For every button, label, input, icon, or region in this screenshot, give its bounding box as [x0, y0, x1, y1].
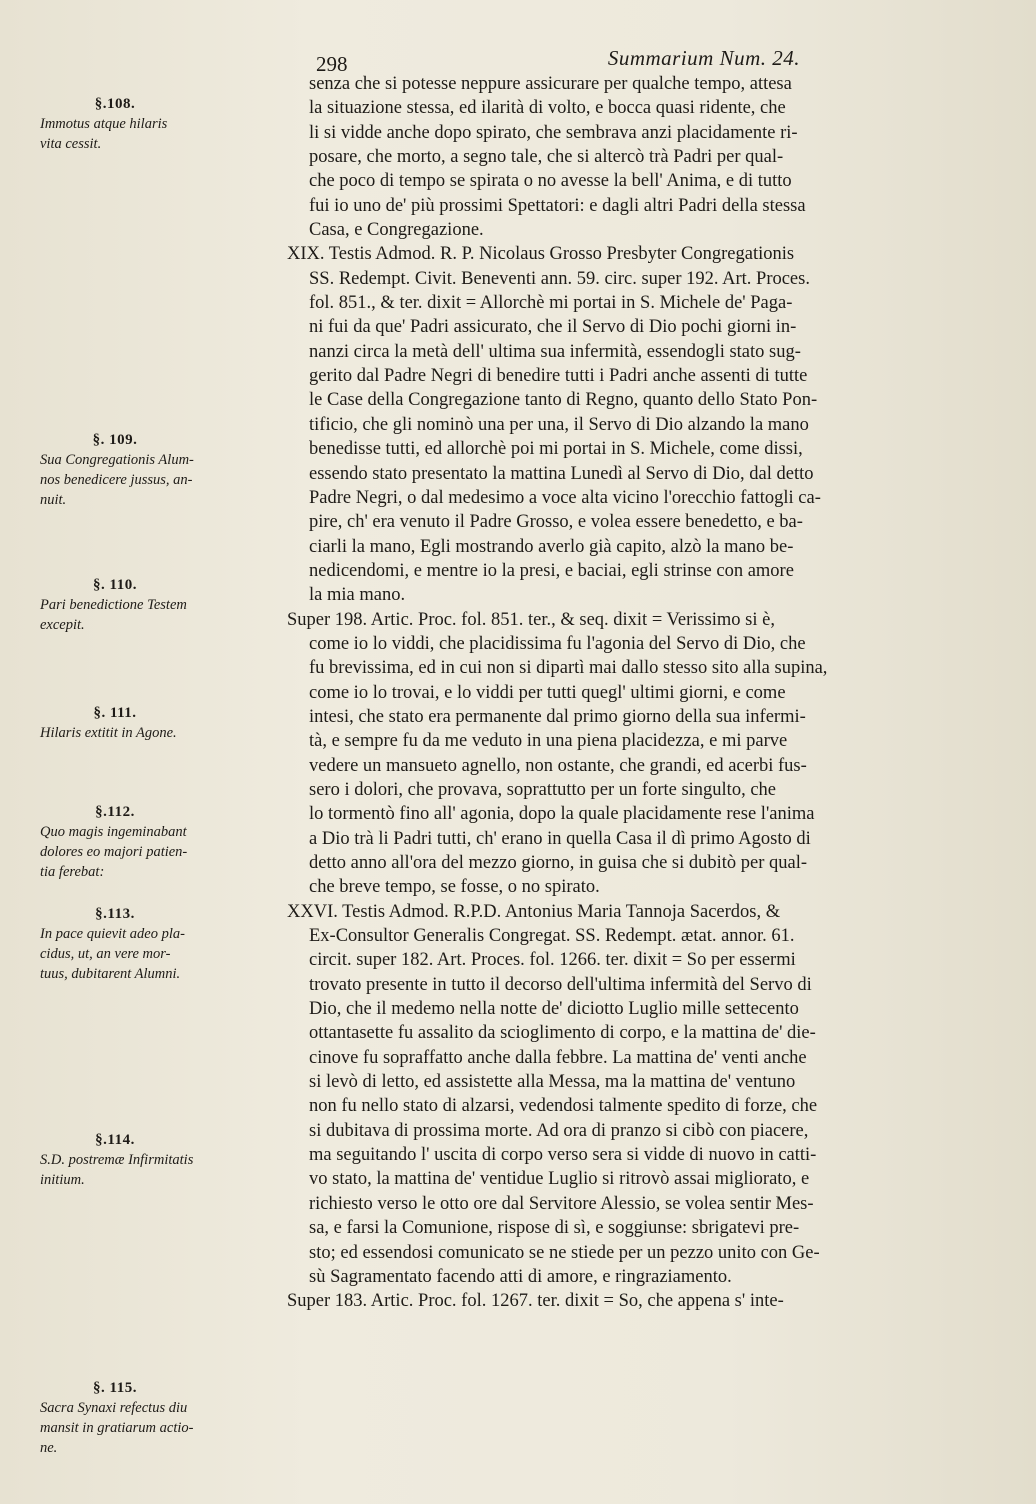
testimony-heading: Super 198. Artic. Proc. fol. 851. ter., & seq. dixit = Verissimo si è,	[287, 609, 775, 630]
sidenote-number: §. 110.	[93, 577, 137, 593]
text-line: sero i dolori, che provava, soprattutto per un forte singulto, che	[309, 779, 776, 800]
text-line: sto; ed essendosi comunicato se ne stiede per un pezzo unito con Ge-	[309, 1242, 820, 1263]
text-line: si levò di letto, ed assistette alla Messa, ma la mattina de' ventuno	[309, 1072, 796, 1093]
text-line: che poco di tempo se spirata o no avesse la bell' Anima, e di tutto	[309, 171, 792, 192]
text-line: tà, e sempre fu da me veduto in una piena placidezza, e mi parve	[309, 731, 788, 752]
text-line: intesi, che stato era permanente dal primo giorno della sua infermi-	[309, 706, 806, 727]
text-line: senza che si potesse neppure assicurare per qualche tempo, attesa	[309, 74, 792, 94]
text-line: benedisse tutti, ed allorchè poi mi portai in S. Michele, come dissi,	[309, 439, 803, 460]
text-line: Dio, che il medemo nella notte de' diciotto Luglio mille settecento	[309, 999, 799, 1020]
sidenote-number: §.108.	[94, 96, 136, 112]
text-line: sù Sagramentato facendo atti di amore, e ringraziamento.	[309, 1266, 732, 1287]
text-line: posare, che morto, a segno tale, che si altercò trà Padri per qual-	[309, 147, 784, 168]
sidenote-112	[40, 802, 290, 882]
text-line: nedicendomi, e mentre io la presi, e baciai, egli strinse con amore	[309, 560, 794, 581]
testimony-heading: Super 183. Artic. Proc. fol. 1267. ter. dixit = So, che appena s' inte-	[287, 1291, 784, 1312]
text-line: pire, ch' era venuto il Padre Grosso, e volea essere benedetto, e ba-	[309, 512, 803, 533]
sidenote-111	[40, 703, 290, 743]
text-line: sa, e farsi la Comunione, rispose di sì, e soggiunse: sbrigatevi pre-	[309, 1218, 800, 1239]
text-line: ma seguitando l' uscita di corpo verso sera si vidde di nuovo in catti-	[309, 1145, 817, 1166]
running-head: Summarium Num. 24.	[607, 46, 800, 70]
text-line: non fu nello stato di alzarsi, vedendosi talmente spedito di forze, che	[309, 1096, 818, 1117]
text-line: ciarli la mano, Egli mostrando averlo già capito, alzò la mano be-	[309, 536, 794, 557]
sidenote-number: §.112.	[95, 804, 135, 820]
text-line: fu brevissima, ed in cui non si dipartì mai dallo stesso sito alla supina,	[309, 658, 828, 679]
text-line: a Dio trà li Padri tutti, ch' erano in quella Casa il dì primo Agosto di	[309, 828, 811, 849]
text-line: vo stato, la mattina de' ventidue Luglio si ritrovò assai migliorato, e	[309, 1169, 810, 1190]
text-line: lo tormentò fino all' agonia, dopo la quale placidamente rese l'anima	[309, 804, 815, 825]
testimony-heading: XIX. Testis Admod. R. P. Nicolaus Grosso Presbyter Congregationis	[287, 244, 795, 265]
sidenote-108	[40, 94, 290, 154]
text-line: fol. 851., & ter. dixit = Allorchè mi portai in S. Michele de' Paga-	[309, 293, 793, 314]
text-line: SS. Redempt. Civit. Beneventi ann. 59. circ. super 192. Art. Proces.	[309, 268, 810, 289]
sidenote-text: Sua Congregationis Alum- nos benedicere jussus, an- nuit.	[40, 452, 194, 508]
text-line: vedere un mansueto agnello, non ostante, che grandi, ed acerbi fus-	[309, 755, 807, 776]
testimony-heading: XXVI. Testis Admod. R.P.D. Antonius Maria Tannoja Sacerdos, &	[287, 901, 781, 922]
text-line: che breve tempo, se fosse, o no spirato.	[309, 877, 600, 898]
text-line: fui io uno de' più prossimi Spettatori: e dagli altri Padri della stessa	[309, 195, 806, 216]
text-line: detto anno all'ora del mezzo giorno, in guisa che si dubitò per qual-	[309, 853, 808, 873]
marginal-notes	[0, 0, 300, 1504]
text-line: cinove fu sopraffatto anche dalla febbre. La mattina de' venti anche	[309, 1047, 807, 1068]
text-line: Ex-Consultor Generalis Congregat. SS. Redempt. ætat. annor. 61.	[309, 926, 795, 947]
text-line: la situazione stessa, ed ilarità di volto, e bocca quasi ridente, che	[309, 98, 786, 119]
text-line: ottantasette fu assalito da scioglimento di corpo, e la mattina de' die-	[309, 1023, 816, 1044]
text-line: Casa, e Congregazione.	[309, 220, 484, 241]
sidenote-text: In pace quievit adeo pla- cidus, ut, an vere mor- tuus, dubitarent Alumni.	[40, 926, 185, 982]
text-line: Padre Negri, o dal medesimo a voce alta vicino l'orecchio fattogli ca-	[309, 487, 821, 508]
text-line: essendo stato presentato la mattina Lunedì al Servo di Dio, dal detto	[309, 463, 814, 484]
sidenote-number: §.114.	[95, 1132, 135, 1148]
text-line: nanzi circa la metà dell' ultima sua infermità, essendogli stato sug-	[309, 341, 801, 362]
sidenote-number: §.113.	[95, 906, 135, 922]
text-line: ni fui da que' Padri assicurato, che il Servo di Dio pochi giorni in-	[309, 317, 797, 338]
text-line: tificio, che gli nominò una per una, il Servo di Dio alzando la mano	[309, 414, 809, 435]
sidenote-text: Hilaris extitit in Agone.	[40, 725, 177, 741]
text-line: come io lo trovai, e lo viddi per tutti quegl' ultimi giorni, e come	[309, 682, 786, 703]
sidenote-text: Pari benedictione Testem excepit.	[40, 597, 187, 633]
sidenote-number: §. 111.	[93, 705, 137, 721]
main-text	[287, 72, 999, 1314]
text-line: richiesto verso le otto ore dal Servitore Alessio, se volea sentir Mes-	[309, 1193, 814, 1214]
sidenote-113	[40, 904, 290, 984]
sidenote-text: Sacra Synaxi refectus diu mansit in gratiarum actio- ne.	[40, 1400, 194, 1456]
text-line: circit. super 182. Art. Proces. fol. 1266. ter. dixit = So per essermi	[309, 950, 796, 971]
sidenote-number: §. 115.	[93, 1380, 137, 1396]
sidenote-text: S.D. postremæ Infirmitatis initium.	[40, 1152, 194, 1188]
sidenote-number: §. 109.	[92, 432, 138, 448]
page-header	[310, 40, 1010, 74]
sidenote-109	[40, 430, 290, 510]
text-line: come io lo viddi, che placidissima fu l'agonia del Servo di Dio, che	[309, 633, 806, 654]
text-line: gerito dal Padre Negri di benedire tutti i Padri anche assenti di tutte	[309, 366, 808, 387]
text-line: trovato presente in tutto il decorso dell'ultima infermità del Servo di	[309, 974, 812, 995]
page-number: 298	[316, 52, 348, 76]
sidenote-114	[40, 1130, 290, 1190]
sidenote-text: Quo magis ingeminabant dolores eo majori patien- tia ferebat:	[40, 824, 188, 880]
sidenote-110	[40, 575, 290, 635]
text-line: si dubitava di prossima morte. Ad ora di pranzo si cibò con piacere,	[309, 1120, 809, 1141]
text-line: la mia mano.	[309, 585, 406, 606]
sidenote-115	[40, 1378, 290, 1458]
sidenote-text: Immotus atque hilaris vita cessit.	[40, 116, 168, 152]
text-line: li si vidde anche dopo spirato, che sembrava anzi placidamente ri-	[309, 122, 798, 143]
text-line: le Case della Congregazione tanto di Regno, quanto dello Stato Pon-	[309, 390, 818, 411]
